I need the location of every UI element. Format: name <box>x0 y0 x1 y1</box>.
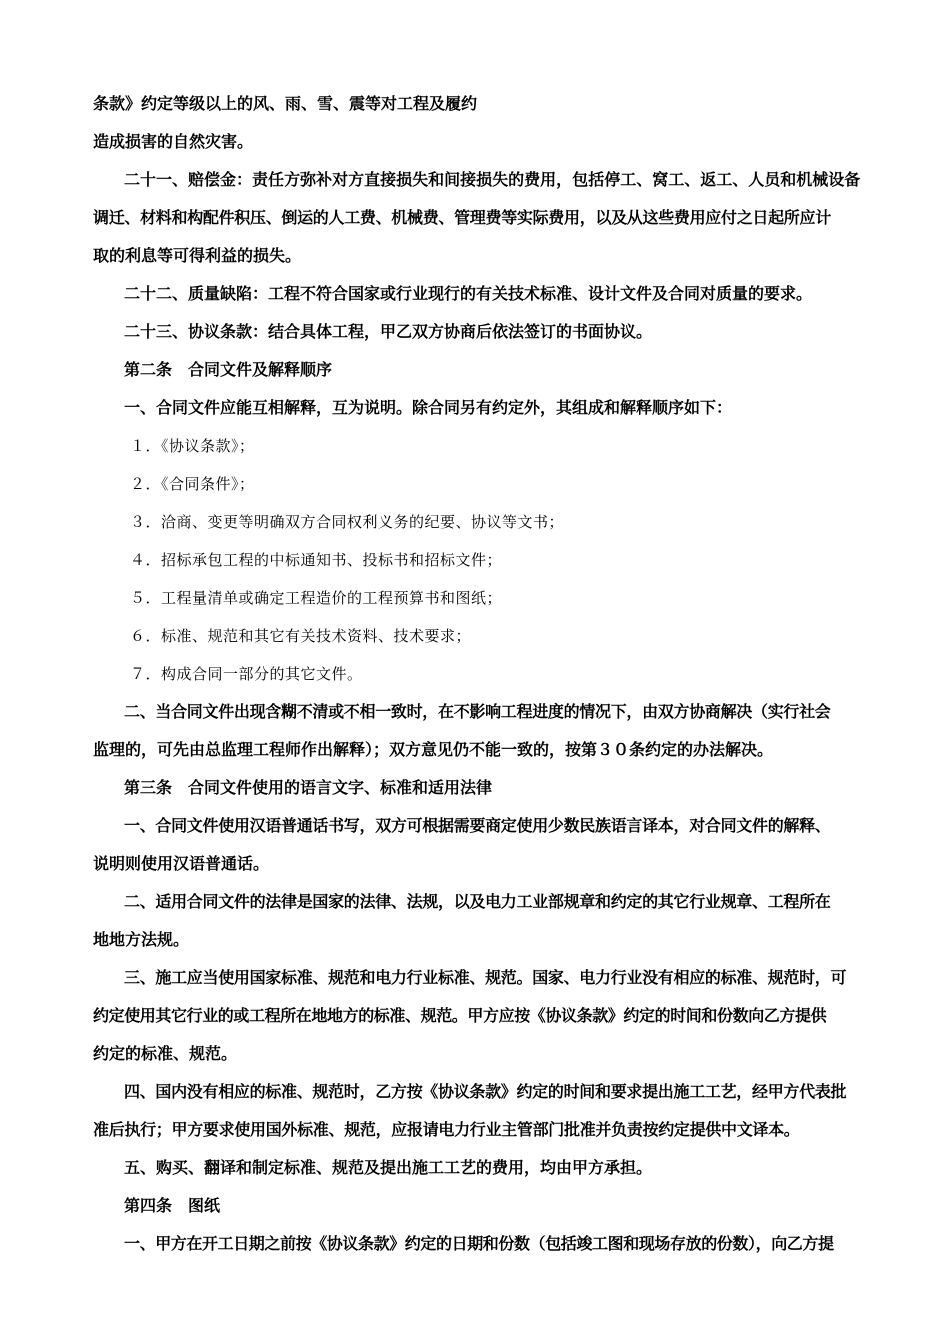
list-item: ３．洽商、变更等明确双方合同权利义务的纪要、协议等文书； <box>130 513 565 531</box>
text-line: 一、合同文件应能互相解释，互为说明。除合同另有约定外，其组成和解释顺序如下： <box>124 398 733 417</box>
list-item: １．《协议条款》； <box>130 437 255 455</box>
text-line: 二、适用合同文件的法律是国家的法律、法规，以及电力工业部规章和约定的其它行业规章、工程所在 <box>124 892 831 911</box>
text-line: 造成损害的自然灾害。 <box>93 132 254 151</box>
text-line: 一、合同文件使用汉语普通话书写，双方可根据需要商定使用少数民族语言译本，对合同文件的解释、 <box>124 816 831 835</box>
text-line: 说明则使用汉语普通话。 <box>93 854 270 873</box>
list-item: ２．《合同条件》； <box>130 475 255 493</box>
text-line: 四、国内没有相应的标准、规范时，乙方按《协议条款》约定的时间和要求提出施工工艺，经甲方代表批 <box>124 1082 847 1101</box>
text-line: 约定的标准、规范。 <box>93 1044 238 1063</box>
section-heading: 第二条 合同文件及解释顺序 <box>124 360 333 379</box>
text-line: 准后执行；甲方要求使用国外标准、规范，应报请电力行业主管部门批准并负责按约定提供中文译本。 <box>93 1120 800 1139</box>
list-item: ６．标准、规范和其它有关技术资料、技术要求； <box>130 627 472 645</box>
text-line: 二十一、赔偿金：责任方弥补对方直接损失和间接损失的费用，包括停工、窝工、返工、人员和机械设备 <box>124 170 860 189</box>
text-line: 调迁、材料和构配件积压、倒运的人工费、机械费、管理费等实际费用，以及从这些费用应付之日起所应计 <box>93 208 831 227</box>
text-line: 监理的，可先由总监理工程师作出解释）；双方意见仍不能一致的，按第３０条约定的办法解决。 <box>93 740 774 759</box>
text-line: 地地方法规。 <box>93 930 190 949</box>
text-line: 二十二、质量缺陷：工程不符合国家或行业现行的有关技术标准、设计文件及合同对质量的要求。 <box>124 284 813 303</box>
text-line: 二、当合同文件出现含糊不清或不相一致时，在不影响工程进度的情况下，由双方协商解决（实行社会 <box>124 702 831 721</box>
text-line: 约定使用其它行业的或工程所在地地方的标准、规范。甲方应按《协议条款》约定的时间和份数向乙方提供 <box>93 1006 827 1025</box>
text-line: 条款》约定等级以上的风、雨、雪、震等对工程及履约 <box>93 94 478 113</box>
section-heading: 第四条 图纸 <box>124 1196 221 1215</box>
text-line: 一、甲方在开工日期之前按《协议条款》约定的日期和份数（包括竣工图和现场存放的份数），向乙方提 <box>124 1234 834 1253</box>
text-line: 二十三、协议条款：结合具体工程，甲乙双方协商后依法签订的书面协议。 <box>124 322 653 341</box>
section-heading: 第三条 合同文件使用的语言文字、标准和适用法律 <box>124 778 493 797</box>
list-item: ７．构成合同一部分的其它文件。 <box>130 665 363 683</box>
text-line: 取的利息等可得利益的损失。 <box>93 246 302 265</box>
text-line: 五、购买、翻译和制定标准、规范及提出施工工艺的费用，均由甲方承担。 <box>124 1158 653 1177</box>
text-line: 三、施工应当使用国家标准、规范和电力行业标准、规范。国家、电力行业没有相应的标准、规范时，可 <box>124 968 847 987</box>
list-item: ４．招标承包工程的中标通知书、投标书和招标文件； <box>130 551 503 569</box>
list-item: ５．工程量清单或确定工程造价的工程预算书和图纸； <box>130 589 503 607</box>
